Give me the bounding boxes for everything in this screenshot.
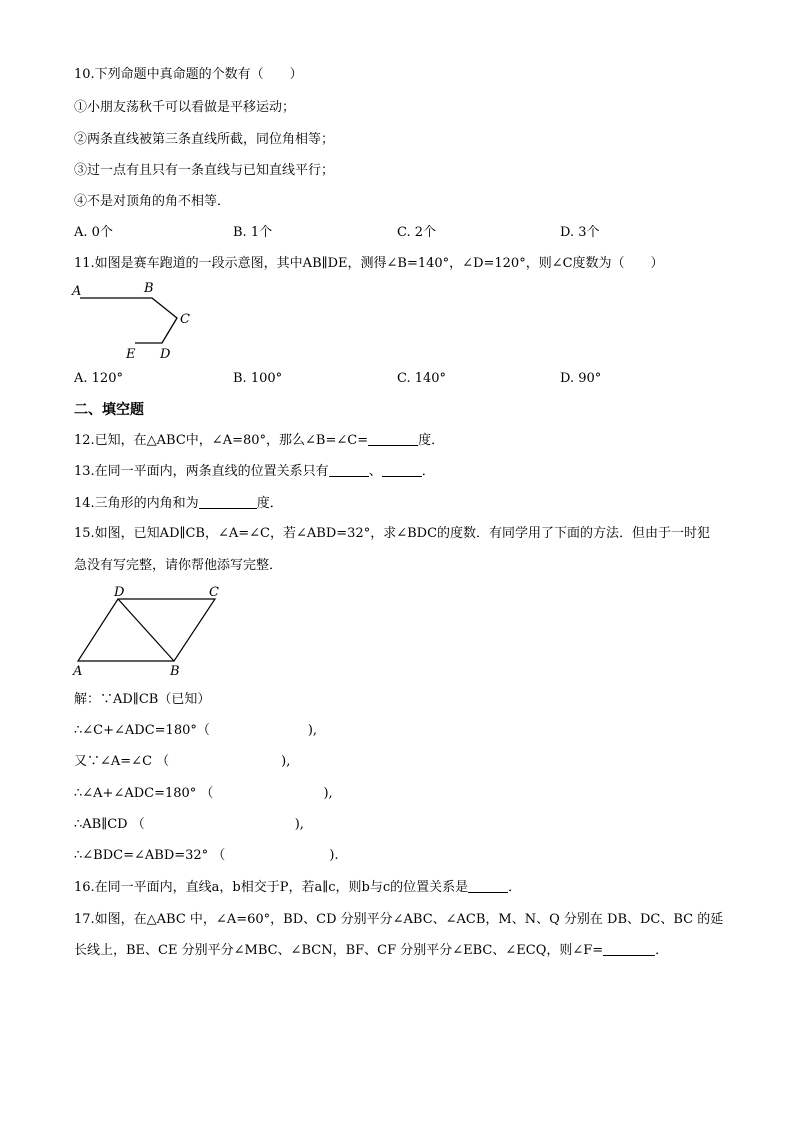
section-title: 二、填空题 — [74, 402, 144, 418]
q17-line-2 — [74, 942, 668, 960]
q10-item-3: ③过一点有且只有一条直线与已知直线平行； — [74, 163, 335, 178]
q10-option-d: D. 3个 — [560, 225, 600, 240]
q15-solution-line-3 — [74, 753, 290, 771]
q10-option-b: B. 1个 — [233, 225, 273, 240]
q15-solution-text-6: ∴∠BDC=∠ABD=32° （ — [74, 848, 226, 863]
q12-blank[interactable] — [368, 432, 418, 446]
q10-item-1: ①小朋友荡秋千可以看做是平移运动； — [74, 100, 296, 115]
q16-blank[interactable] — [468, 879, 508, 893]
q17-suffix: ． — [655, 943, 669, 958]
q13-suffix: ． — [421, 464, 435, 479]
race-track-figure — [68, 278, 198, 364]
q11-option-b: B. 100° — [233, 371, 283, 386]
q15-solution-line-6 — [74, 847, 339, 865]
q17-text: 长线上，BE、CE 分别平分∠MBC、∠BCN，BF、CF 分别平分∠EBC、∠ECQ，则∠F= — [74, 943, 604, 958]
label-c: C — [180, 312, 190, 327]
q11-option-c: C. 140° — [397, 371, 447, 386]
q10-item-4: ④不是对顶角的角不相等． — [74, 194, 231, 209]
q10-item-2: ②两条直线被第三条直线所截，同位角相等； — [74, 132, 335, 147]
q11-option-a: A. 120° — [74, 371, 123, 386]
q13-text: 13.在同一平面内，两条直线的位置关系只有 — [74, 464, 329, 479]
label-e: E — [126, 347, 136, 362]
q13-blank-1[interactable] — [329, 463, 369, 477]
q15-solution-line-2 — [74, 722, 317, 740]
parallelogram-figure — [70, 583, 230, 678]
q15-solution-close-4: ), — [323, 786, 333, 801]
q16-text: 16.在同一平面内，直线a，b相交于P，若a∥c，则b与c的位置关系是 — [74, 880, 469, 895]
q17-line-1: 17.如图，在△ABC 中，∠A=60°，BD、CD 分别平分∠ABC、∠ACB，M、N、Q 分别在 DB、DC、BC 的延 — [74, 912, 724, 927]
race-track-path — [80, 298, 177, 343]
q13-line — [74, 463, 435, 481]
q17-blank[interactable] — [603, 942, 655, 956]
q14-blank[interactable] — [199, 495, 257, 509]
q15-solution-line-1: 解：∵AD∥CB（已知） — [74, 692, 211, 707]
q16-line — [74, 879, 521, 897]
q15-solution-text-4: ∴∠A+∠ADC=180° （ — [74, 786, 214, 801]
label-b: B — [170, 664, 180, 678]
q10-option-a: A. 0个 — [74, 225, 113, 240]
q14-suffix: 度． — [256, 496, 283, 511]
q15-solution-close-5: ), — [294, 817, 304, 832]
q15-solution-close-3: ), — [281, 754, 291, 769]
q15-stem-1: 15.如图，已知AD∥CB，∠A=∠C，若∠ABD=32°，求∠BDC的度数．有同学用了下面的方法．但由于一时犯 — [74, 526, 711, 541]
q15-solution-text-5: ∴AB∥CD （ — [74, 817, 145, 832]
label-c: C — [209, 585, 219, 600]
label-b: B — [144, 281, 154, 296]
q16-suffix: ． — [508, 880, 522, 895]
label-a: A — [73, 664, 83, 678]
q12-text: 12.已知，在△ABC中，∠A=80°，那么∠B=∠C= — [74, 433, 369, 448]
q10-stem: 10.下列命题中真命题的个数有（ ） — [74, 67, 303, 82]
q14-line — [74, 495, 283, 513]
q15-solution-text-3: 又∵∠A=∠C （ — [74, 754, 170, 769]
label-d: D — [160, 347, 171, 362]
q11-stem: 11.如图是赛车跑道的一段示意图，其中AB∥DE，测得∠B=140°，∠D=120°，则∠C度数为（ ） — [74, 256, 664, 271]
label-a: A — [72, 284, 82, 299]
q15-solution-line-4 — [74, 785, 333, 803]
q12-suffix: 度． — [418, 433, 445, 448]
q15-stem-2: 急没有写完整，请你帮他添写完整． — [74, 558, 283, 573]
q14-text: 14.三角形的内角和为 — [74, 496, 199, 511]
q12-line — [74, 432, 444, 450]
q10-option-c: C. 2个 — [397, 225, 437, 240]
q11-option-d: D. 90° — [560, 371, 602, 386]
q15-solution-close-6: ). — [329, 848, 339, 863]
diagonal-db — [118, 599, 174, 661]
q15-solution-text-2: ∴∠C+∠ADC=180°（ — [74, 723, 210, 738]
q13-separator: 、 — [368, 464, 382, 479]
label-d: D — [114, 585, 125, 600]
q13-blank-2[interactable] — [382, 463, 422, 477]
q15-solution-line-5 — [74, 816, 304, 834]
q15-solution-close-2: ), — [307, 723, 318, 738]
